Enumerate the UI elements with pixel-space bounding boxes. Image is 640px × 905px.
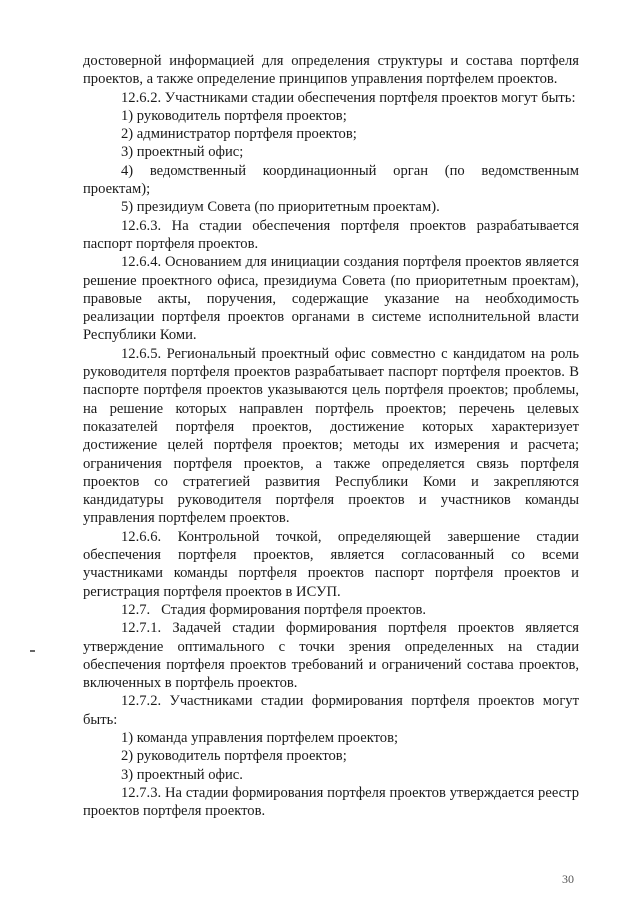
- page-number: 30: [562, 872, 574, 886]
- scan-mark: [30, 650, 35, 652]
- paragraph-12-6-3: 12.6.3. На стадии обеспечения портфеля проектов разрабатывается паспорт портфеля проектов.: [83, 217, 579, 252]
- paragraph-12-6-2: 12.6.2. Участниками стадии обеспечения портфеля проектов могут быть:: [121, 89, 576, 106]
- list-item: 2) администратор портфеля проектов;: [121, 126, 357, 143]
- list-item: 3) проектный офис;: [121, 144, 244, 161]
- paragraph-12-7-3: 12.7.3. На стадии формирования портфеля проектов утверждается реестр проектов портфеля проектов.: [83, 784, 579, 820]
- list-item: 2) руководитель портфеля проектов;: [121, 748, 347, 765]
- list-item: 5) президиум Совета (по приоритетным проектам).: [121, 199, 440, 216]
- paragraph-12-7-1: 12.7.1. Задачей стадии формирования портфеля проектов является утверждение оптимального с точки зрения определенных на стадии обеспечения портфеля проектов требований и ограничений состава проектов, включенных в портфель проектов.: [83, 620, 579, 692]
- list-item: 1) руководитель портфеля проектов;: [121, 107, 347, 124]
- paragraph-12-6-4: 12.6.4. Основанием для инициации создания портфеля проектов является решение проектного офиса, президиума Совета (по приоритетным проектам), правовые акты, поручения, содержащие указание на необходимость реализации портфеля проектов органами в системе исполнительной власти Республики Коми.: [83, 254, 579, 344]
- document-body: [83, 52, 579, 820]
- list-item-continuation: проектам);: [83, 181, 151, 198]
- list-item: 1) команда управления портфелем проектов;: [121, 729, 399, 746]
- paragraph-12-6-6: 12.6.6. Контрольной точкой, определяющей завершение стадии обеспечения портфеля проектов, является согласованный со всеми участниками команды портфеля проектов паспорт портфеля проектов и регистрация портфеля проектов в ИСУП.: [83, 528, 579, 600]
- paragraph-12-7-2: 12.7.2. Участниками стадии формирования портфеля проектов могут быть:: [83, 693, 579, 728]
- list-item: 3) проектный офис.: [121, 766, 243, 783]
- paragraph-12-6-5: 12.6.5. Региональный проектный офис совместно с кандидатом на роль руководителя портфеля проектов разрабатывает паспорт портфеля проектов. В паспорте портфеля проектов указываются цель портфеля проектов; проблемы, на решение которых направлен портфель проектов; перечень целевых показателей портфеля проектов, достижение которых характеризует достижение целей портфеля проектов; методы их измерения и расчета; ограничения портфеля проектов, а также определяется связь портфеля проектов со стратегией развития Республики Коми и закрепляются кандидатуры руководителя портфеля проектов и участников команды управления портфелем проектов.: [83, 345, 579, 527]
- paragraph-continuation: достоверной информацией для определения структуры и состава портфеля проектов, а также определение принципов управления портфелем проектов.: [83, 53, 579, 88]
- list-item: 4) ведомственный координационный орган (по ведомственным: [121, 162, 579, 179]
- section-heading-12-7: 12.7. Стадия формирования портфеля проектов.: [121, 601, 427, 618]
